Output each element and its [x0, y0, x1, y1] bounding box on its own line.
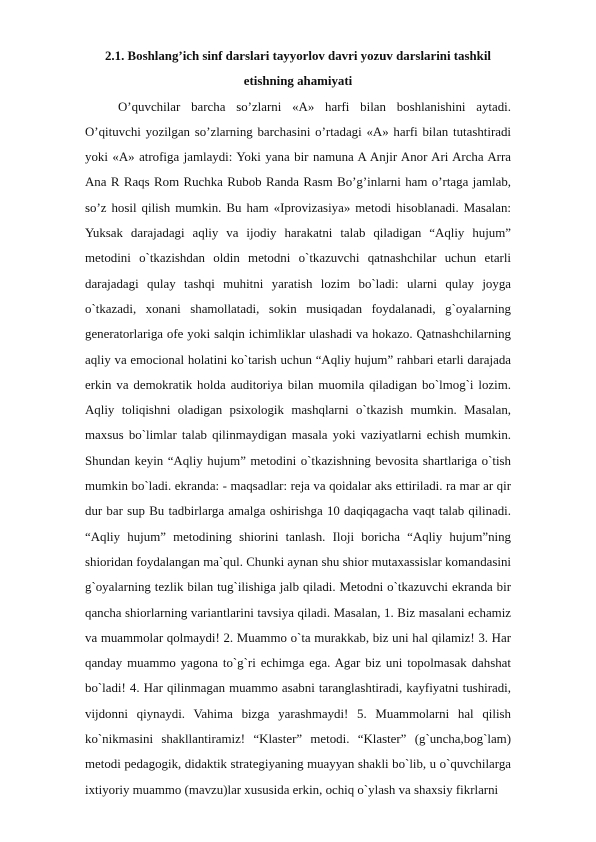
body-paragraph: O’quvchilar barcha so’zlarni «A» harfi bilan boshlanishini aytadi. O’qituvchi yozilgan so’zlarning barchasini o’rtadagi «A» harfi bilan tutashtiradi yoki «A» atrofiga jamlaydi: Yoki yana bir namuna A Anjir Anor Ari Archa Arra Ana R Raqs Rom Ruchka Rubob Randa Rasm Bo’g’inlarni ham o’rtaga jamlab, so’z hosil qilish mumkin. Bu ham «Iprovizasiya» metodi hisoblanadi. Masalan: Yuksak darajadagi aqliy va ijodiy harakatni talab qiladigan “Aqliy hujum” metodini o`tkazishdan oldin metodni o`tkazuvchi qatnashchilar uchun etarli darajadagi qulay tashqi muhitni yaratish lozim bo`ladi: ularni qulay joyga o`tkazadi, xonani shamollatadi, sokin musiqadan foydalanadi, g`oyalarning generatorlariga ofe yoki salqin ichimliklar ulashadi va hokazo. Qatnashchilarning aqliy va emocional holatini ko`tarish uchun “Aqliy hujum” rahbari etarli darajada erkin va demokratik holda auditoriya bilan muomila qiladigan bo`lmog`i lozim. Aqliy toliqishni oladigan psixologik mashqlarni o`tkazish mumkin. Masalan, maxsus bo`limlar talab qilinmaydigan masala yoki vaziyatlarni echish mumkin. Shundan keyin “Aqliy hujum” metodini o`tkazishning bevosita shartlariga o`tish mumkin bo`ladi. ekranda: - maqsadlar: reja va qoidalar aks ettiriladi. ra mar ar qir dur bar sup Bu tadbirlarga amalga oshirishga 10 daqiqagacha vaqt talab qilinadi. “Aqliy hujum” metodining shiorini tanlash. Iloji boricha “Aqliy hujum”ning shioridan foydalangan ma`qul. Chunki aynan shu shior mutaxassislar komandasini g`oyalarning tezlik bilan tug`ilishiga jalb qiladi. Metodni o`tkazuvchi ekranda bir qancha shiorlarning variantlarini tavsiya qiladi. Masalan, 1. Biz masalani echamiz va muammolar qolmaydi! 2. Muammo o`ta murakkab, biz uni hal qilamiz! 3. Har qanday muammo yagona to`g`ri echimga ega. Agar biz uni topolmasak dahshat bo`ladi! 4. Har qilinmagan muammo asabni taranglashtiradi, kayfiyatni tushiradi, vijdonni qiynaydi. Vahima bizga yarashmaydi! 5. Muammolarni hal qilish ko`nikmasini shakllantiramiz! “Klaster” metodi. “Klaster” (g`uncha,bog`lam) metodi pedagogik, didaktik strategiyaning muayyan shakli bo`lib, u o`quvchilarga ixtiyoriy muammo (mavzu)lar xususida erkin, ochiq o`ylash va shaxsiy fikrlarni — [85, 99, 511, 797]
section-heading — [85, 44, 511, 95]
section-heading-line-1: 2.1. Boshlang’ich sinf darslari tayyorlov davri yozuv darslarini tashkil — [104, 49, 492, 63]
document-page — [85, 44, 511, 803]
section-heading-line-2: etishning ahamiyati — [243, 74, 353, 89]
